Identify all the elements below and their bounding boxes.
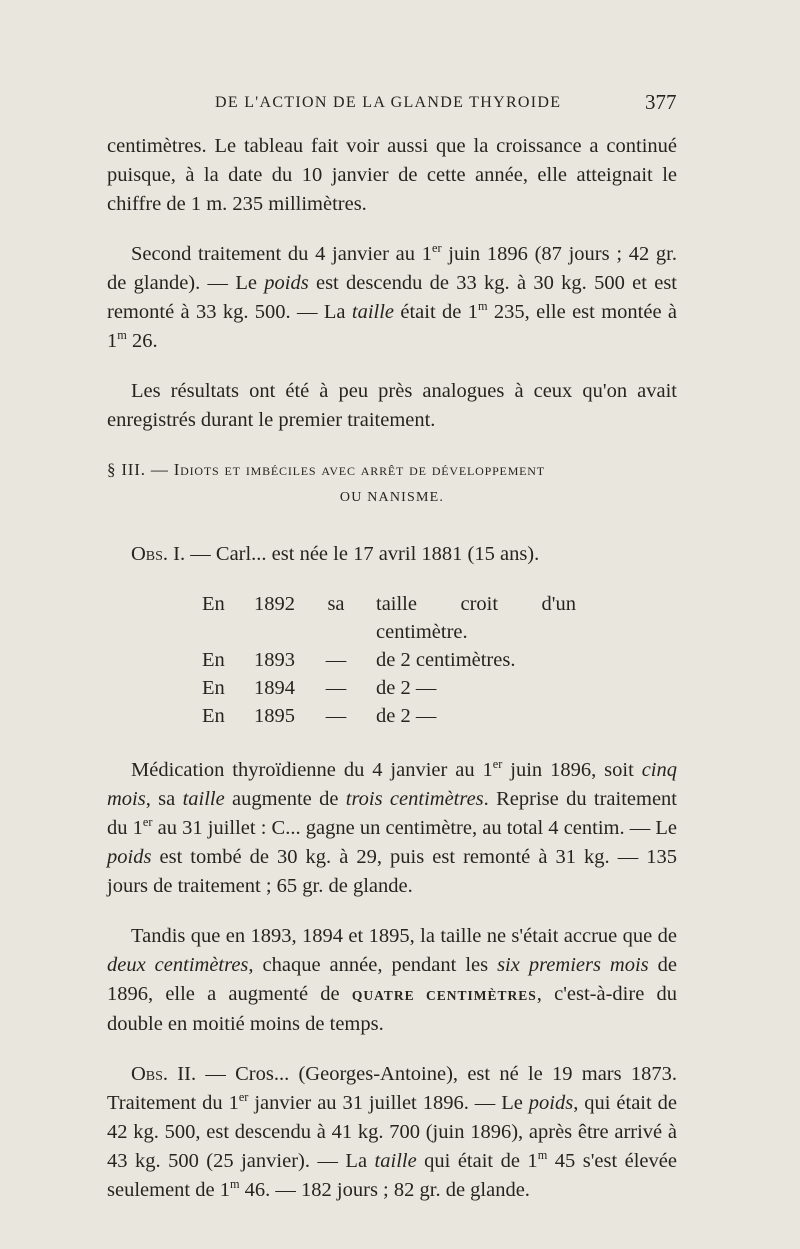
page-body: [107, 132, 677, 1226]
paragraph-medication: Médication thyroïdienne du 4 janvier au 1er juin 1896, soit cinq mois, sa taille augmente de trois centimètres. Reprise du traitement du 1er au 31 juillet : C... gagne un centimètre, au total 4 centim. — Le poids est tombé de 30 kg. à 29, puis est remonté à 31 kg. — 135 jours de traitement ; 65 gr. de glande.: [107, 757, 678, 897]
growth-table: [202, 590, 677, 730]
section-heading: § III. — Idiots et imbéciles avec arrêt de développement OU NANISME.: [107, 460, 545, 505]
table-row: En 1895 — de 2 —: [202, 705, 437, 727]
table-row: En 1892 sa taille croit d'un centimètre.: [202, 593, 576, 643]
table-row: En 1893 — de 2 centimètres.: [202, 649, 516, 671]
paragraph-comparison: Tandis que en 1893, 1894 et 1895, la taille ne s'était accrue que de deux centimètres, chaque année, pendant les six premiers mois de 1896, elle a augmenté de QUATRE CENTIMÈTRES, c'est-à-dire du double en moitié moins de temps.: [107, 925, 677, 1035]
table-row: En 1894 — de 2 —: [202, 677, 437, 699]
paragraph-second-treatment: Second traitement du 4 janvier au 1er juin 1896 (87 jours ; 42 gr. de glande). — Le poids est descendu de 33 kg. à 30 kg. 500 et est remonté à 33 kg. 500. — La taille était de 1$^m$ 235, elle est montée à 1$^m$ 26.: [107, 241, 678, 352]
observation-1-heading: Obs. I. — Carl... est née le 17 avril 1881 (15 ans).: [131, 543, 540, 565]
paragraph-continuation: centimètres. Le tableau fait voir aussi que la croissance a continué puisque, à la date du 10 janvier de cette année, elle atteignait le chiffre de 1 m. 235 millimètres.: [107, 135, 677, 215]
observation-2: Obs. II. — Cros... (Georges-Antoine), est né le 19 mars 1873. Traitement du 1er janvier au 31 juillet 1896. — Le poids, qui était de 42 kg. 500, est descendu à 41 kg. 700 (juin 1896), après être arrivé à 43 kg. 500 (25 janvier). — La taille qui était de 1$^m$ 45 s'est élevée seulement de 1$^m$ 46. — 182 jours ; 82 gr. de glande.: [107, 1063, 677, 1201]
page-number: 377: [645, 90, 677, 114]
running-header: DE L'ACTION DE LA GLANDE THYROIDE: [215, 94, 562, 111]
paragraph-results: Les résultats ont été à peu près analogues à ceux qu'on avait enregistrés durant le premier traitement.: [107, 380, 677, 431]
